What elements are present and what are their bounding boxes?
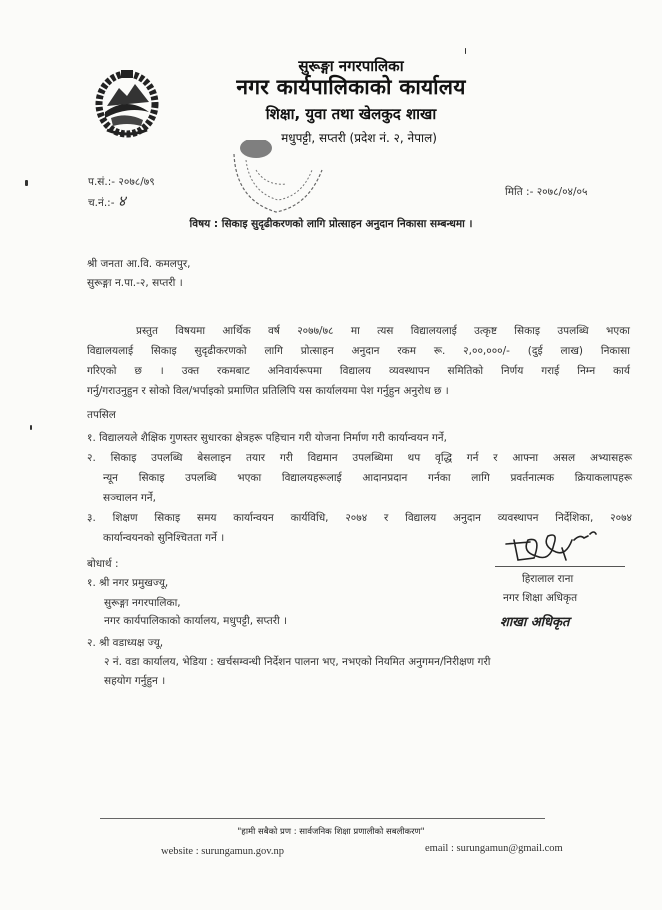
body-paragraph-line4: गर्नु/गराउनुहुन र सोको विल/भर्पाइको प्रमाणित प्रतिलिपि यस कार्यालयमा पेश गर्नुहुन अनुरोध छ । <box>87 385 449 397</box>
chalani-number <box>88 191 126 211</box>
signature-line <box>495 566 625 567</box>
list-item-1: १. विद्यालयले शैक्षिक गुणस्तर सुधारका क्षेत्रहरू पहिचान गरी योजना निर्माण गरी कार्यान्वयन गर्ने, <box>87 432 447 444</box>
office-name: नगर कार्यपालिकाको कार्यालय <box>236 75 466 99</box>
signatory-name: हिरालाल राना <box>522 573 574 585</box>
scan-speck <box>25 180 28 186</box>
cc-1-line1: १. श्री नगर प्रमुखज्यू, <box>87 577 169 589</box>
signatory-title: नगर शिक्षा अधिकृत <box>503 592 578 604</box>
tapasil-heading: तपसिल <box>87 409 116 421</box>
patra-sankhya: प.सं.:- २०७८/७९ <box>88 176 155 188</box>
list-item-2-line2: न्यून सिकाइ उपलब्धि भएका विद्यालयहरूलाई आदानप्रदान गर्नका लागि प्रवर्तनात्मक क्रियाकलापहरू <box>103 472 632 484</box>
chalani-label: च.नं.:- <box>88 197 115 209</box>
cc-1-line3: नगर कार्यपालिकाको कार्यालय, मधुपट्टी, सप्तरी । <box>104 615 288 627</box>
letter-date: मिति :- २०७८/०४/०५ <box>505 186 588 198</box>
list-item-2-line3: सञ्चालन गर्ने, <box>103 492 156 504</box>
footer-motto: "हामी सबैको प्रण : सार्वजनिक शिक्षा प्रणालीको सबलीकरण" <box>237 827 425 837</box>
section-name: शिक्षा, युवा तथा खेलकुद शाखा <box>265 105 437 123</box>
letter-subject: विषय : सिकाइ सुदृढीकरणको लागि प्रोत्साहन अनुदान निकासा सम्बन्धमा । <box>189 218 473 230</box>
list-item-2-line1: २. सिकाइ उपलब्धि बेसलाइन तयार गरी विद्यमान उपलब्धिमा थप वृद्धि गर्न र आफ्ना असल अभ्यासहरू <box>87 452 632 464</box>
chalani-value: ४ <box>117 192 126 210</box>
recipient-line1: श्री जनता आ.वि. कमलपुर, <box>87 258 191 270</box>
cc-label: बोधार्थ : <box>87 558 119 570</box>
designation-seal: शाखा अधिकृत <box>500 615 570 630</box>
cc-2-line1: २. श्री वडाध्यक्ष ज्यू, <box>87 637 164 649</box>
list-item-3-line2: कार्यान्वयनको सुनिश्चितता गर्ने । <box>103 532 225 544</box>
scan-speck <box>465 48 466 54</box>
cc-2-line3: सहयोग गर्नुहुन । <box>104 675 166 687</box>
body-paragraph-line1: प्रस्तुत विषयमा आर्थिक वर्ष २०७७/७८ मा त्यस विद्यालयलाई उत्कृष्ट सिकाइ उपलब्धि भएका <box>136 325 630 337</box>
list-item-3-line1: ३. शिक्षण सिकाइ समय कार्यान्वयन कार्यविधि, २०७४ र विद्यालय अनुदान व्यवस्थापन निर्देशिका, २०७४ <box>87 512 632 524</box>
municipality-name: सुरूङ्गा नगरपालिका <box>298 57 404 75</box>
cc-2-line2: २ नं. वडा कार्यालय, भेडिया : खर्चसम्वन्धी निर्देशन पालना भए, नभएको नियमित अनुगमन/निरीक्षण गरी <box>104 656 491 668</box>
office-address: मधुपट्टी, सप्तरी (प्रदेश नं. २, नेपाल) <box>281 131 437 145</box>
cc-1-line2: सुरूङ्गा नगरपालिका, <box>104 597 181 609</box>
scan-speck <box>30 425 32 430</box>
footer-divider <box>100 818 545 819</box>
footer-website[interactable]: website : surungamun.gov.np <box>161 846 284 857</box>
recipient-line2: सुरूङ्गा न.पा.-२, सप्तरी । <box>87 277 183 289</box>
footer-email[interactable]: email : surungamun@gmail.com <box>425 843 563 854</box>
body-paragraph-line3: गरिएको छ । उक्त रकमबाट अनिवार्यरूपमा विद्यालय व्यवस्थापन समितिको निर्णय गराई निम्न कार्य <box>87 365 630 377</box>
signature-icon <box>500 526 615 566</box>
body-paragraph-line2: विद्यालयलाई सिकाइ सुदृढीकरणको लागि प्रोत्साहन अनुदान रकम रू. २,००,०००/- (दुई लाख) निकासा <box>87 345 630 357</box>
office-stamp-icon <box>226 140 326 222</box>
